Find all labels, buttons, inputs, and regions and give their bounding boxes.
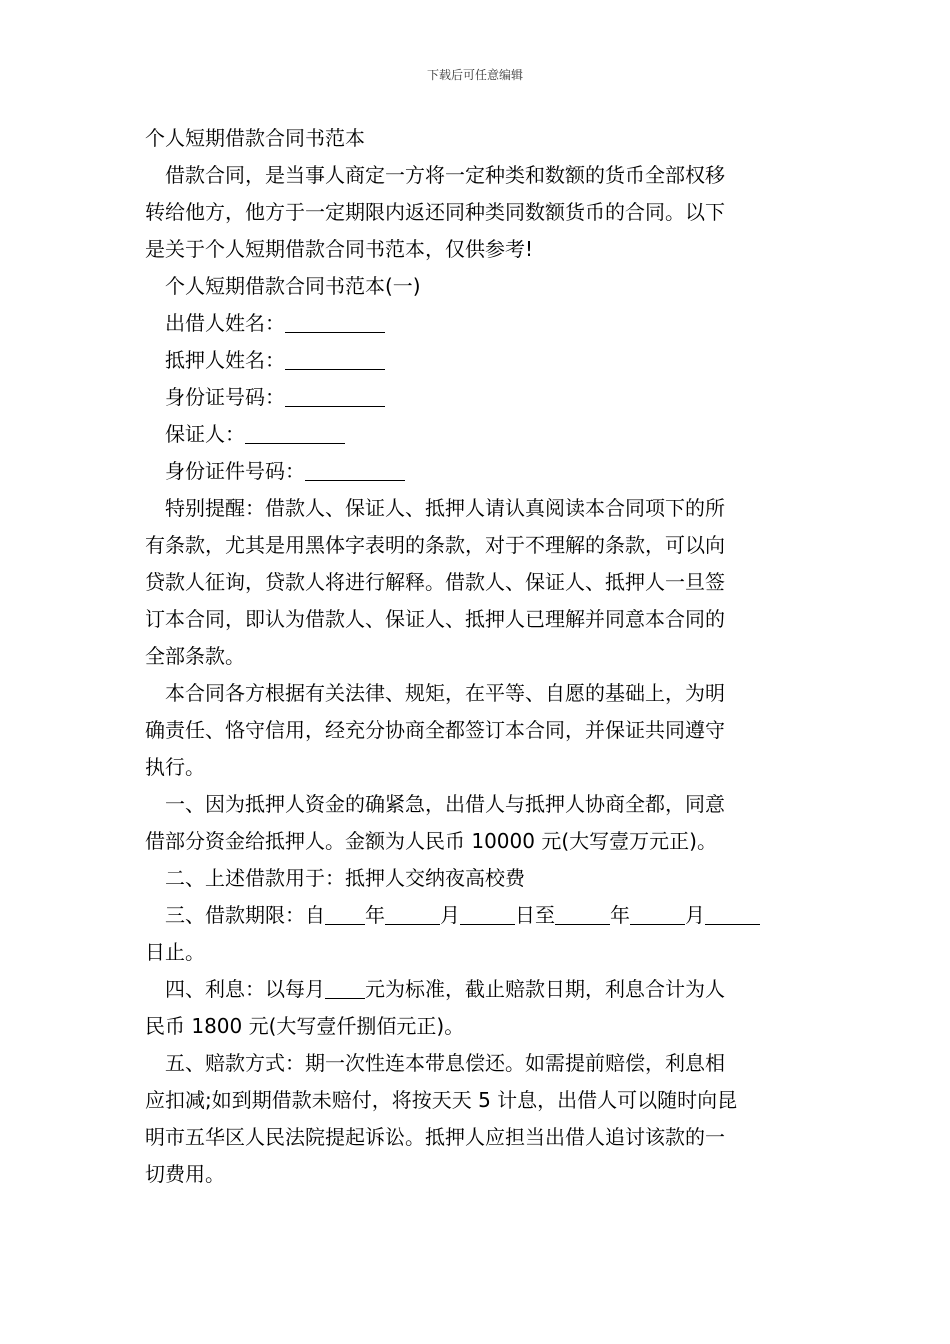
lender-field — [145, 305, 810, 342]
clause3-day1: 日至 — [515, 903, 555, 927]
guarantor-label: 保证人： — [165, 422, 245, 446]
clause4-line-2: 民币 1800 元(大写壹仟捌佰元正)。 — [145, 1014, 465, 1038]
reminder-line-1: 特别提醒：借款人、保证人、抵押人请认真阅读本合同项下的所 — [165, 496, 725, 520]
clause2: 二、上述借款用于：抵押人交纳夜高校费 — [165, 866, 525, 890]
guarantor-blank — [245, 423, 345, 444]
lender-label: 出借人姓名： — [165, 311, 285, 335]
start-day-blank — [460, 904, 515, 925]
end-day-blank — [705, 904, 760, 925]
id-label: 身份证号码： — [165, 385, 285, 409]
section-title: 个人短期借款合同书范本(一) — [165, 274, 421, 298]
id-doc-field — [145, 453, 810, 490]
clause1-line-2: 借部分资金给抵押人。金额为人民币 10000 元(大写壹万元正)。 — [145, 829, 717, 853]
intro-line-3: 是关于个人短期借款合同书范本，仅供参考! — [145, 237, 534, 261]
mortgagor-label: 抵押人姓名： — [165, 348, 285, 372]
clause5-line-3: 明市五华区人民法院提起诉讼。抵押人应担当出借人追讨该款的一 — [145, 1125, 725, 1149]
id-field — [145, 379, 810, 416]
guarantor-field — [145, 416, 810, 453]
intro-line-2: 转给他方，他方于一定期限内返还同种类同数额货币的合同。以下 — [145, 200, 725, 224]
clause4-line-1 — [145, 971, 810, 1008]
monthly-rate-blank — [325, 978, 365, 999]
clause3-prefix: 三、借款期限：自 — [165, 903, 325, 927]
reminder-line-3: 贷款人征询，贷款人将进行解释。借款人、保证人、抵押人一旦签 — [145, 570, 725, 594]
reminder-line-2: 有条款，尤其是用黑体字表明的条款，对于不理解的条款，可以向 — [145, 533, 725, 557]
end-month-blank — [630, 904, 685, 925]
basis-line-2: 确责任、恪守信用，经充分协商全都签订本合同，并保证共同遵守 — [145, 718, 725, 742]
end-year-blank — [555, 904, 610, 925]
id-doc-label: 身份证件号码： — [165, 459, 305, 483]
document-title: 个人短期借款合同书范本 — [145, 126, 365, 150]
id-doc-blank — [305, 460, 405, 481]
clause3-month2: 月 — [685, 903, 705, 927]
clause3-month1: 月 — [440, 903, 460, 927]
clause1-line-1: 一、因为抵押人资金的确紧急，出借人与抵押人协商全都，同意 — [165, 792, 725, 816]
document-body — [145, 120, 810, 1193]
clause5-line-1: 五、赔款方式：期一次性连本带息偿还。如需提前赔偿，利息相 — [165, 1051, 725, 1075]
page-header-note: 下载后可任意编辑 — [426, 68, 523, 82]
clause4-suffix: 元为标准，截止赔款日期，利息合计为人 — [365, 977, 725, 1001]
clause5-line-2: 应扣减;如到期借款未赔付，将按天天 5 计息，出借人可以随时向昆 — [145, 1088, 738, 1112]
basis-line-1: 本合同各方根据有关法律、规矩，在平等、自愿的基础上，为明 — [165, 681, 725, 705]
basis-line-3: 执行。 — [145, 755, 205, 779]
id-blank — [285, 386, 385, 407]
mortgagor-field — [145, 342, 810, 379]
start-year-blank — [325, 904, 365, 925]
clause3-year2: 年 — [610, 903, 630, 927]
mortgagor-blank — [285, 349, 385, 370]
clause3-year1: 年 — [365, 903, 385, 927]
intro-line-1: 借款合同，是当事人商定一方将一定种类和数额的货币全部权移 — [165, 163, 725, 187]
clause3-line-1 — [145, 897, 810, 934]
start-month-blank — [385, 904, 440, 925]
clause4-prefix: 四、利息：以每月 — [165, 977, 325, 1001]
clause5-line-4: 切费用。 — [145, 1162, 225, 1186]
lender-blank — [285, 312, 385, 333]
reminder-line-5: 全部条款。 — [145, 644, 245, 668]
reminder-line-4: 订本合同，即认为借款人、保证人、抵押人已理解并同意本合同的 — [145, 607, 725, 631]
clause3-line-2: 日止。 — [145, 940, 205, 964]
